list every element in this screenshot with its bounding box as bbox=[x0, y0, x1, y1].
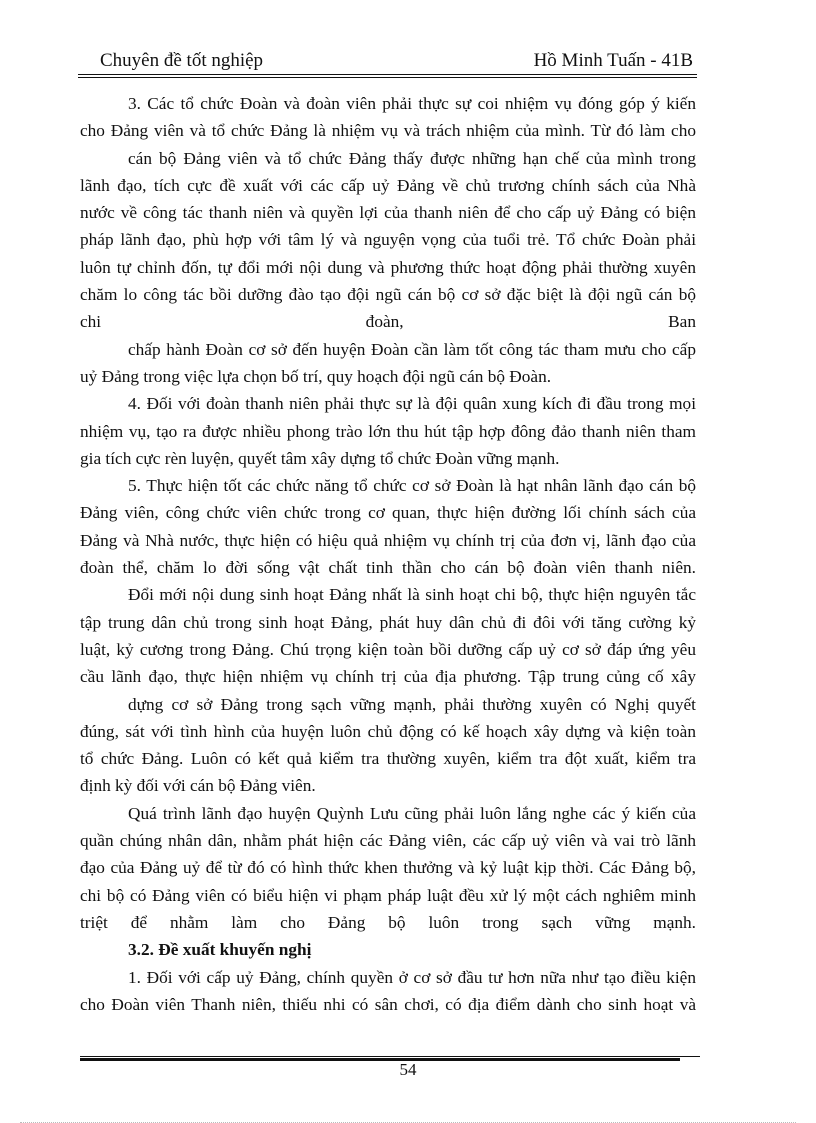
text-line: luôn tự chỉnh đốn, tự đổi mới nội dung và phương thức hoạt động phải thường xuyên bbox=[80, 257, 696, 277]
header-author: Hồ Minh Tuấn - 41B bbox=[533, 50, 693, 71]
text-line: quần chúng nhân dân, nhằm phát hiện các Đảng viên, các cấp uỷ viên và vai trò lãnh bbox=[80, 831, 696, 851]
text-line: Đảng và Nhà nước, thực hiện có hiệu quả nhiệm vụ chính trị của đơn vị, lãnh đạo của bbox=[80, 530, 696, 550]
text-line: chấp hành Đoàn cơ sở đến huyện Đoàn cần làm tốt công tác tham mưu cho cấp bbox=[128, 339, 696, 359]
text-line: nhiệm vụ, tạo ra được nhiều phong trào lớn thu hút tập hợp đông đảo thanh niên tham bbox=[80, 421, 696, 441]
text-line: đoàn thể, chăm lo đời sống vật chất tinh thần cho cán bộ đoàn viên thanh niên. bbox=[80, 558, 696, 578]
text-line: dựng cơ sở Đảng trong sạch vững mạnh, phải thường xuyên có Nghị quyết bbox=[128, 694, 696, 714]
section-heading: 3.2. Đề xuất khuyến nghị bbox=[128, 940, 312, 960]
text-line: gia tích cực rèn luyện, quyết tâm xây dựng tổ chức Đoàn vững mạnh. bbox=[80, 448, 560, 468]
page-header bbox=[80, 50, 697, 76]
page-number: 54 bbox=[399, 1060, 417, 1079]
text-line: luật, kỷ cương trong Đảng. Chú trọng kiện toàn bồi dưỡng cấp uỷ cơ sở đáp ứng yêu bbox=[80, 639, 696, 659]
text-line: chi bộ có Đảng viên có biểu hiện vi phạm pháp luật đều xử lý một cách nghiêm minh bbox=[80, 885, 696, 905]
text-line: triệt để nhằm làm cho Đảng bộ luôn trong sạch vững mạnh. bbox=[80, 912, 696, 932]
text-line: cán bộ Đảng viên và tổ chức Đảng thấy được những hạn chế của mình trong bbox=[128, 148, 696, 168]
text-line: 5. Thực hiện tốt các chức năng tổ chức cơ sở Đoàn là hạt nhân lãnh đạo cán bộ bbox=[128, 476, 696, 496]
text-line: 4. Đối với đoàn thanh niên phải thực sự là đội quân xung kích đi đầu trong mọi bbox=[128, 394, 696, 414]
text-line: tổ chức Đảng. Luôn có kết quả kiểm tra thường xuyên, kiểm tra đột xuất, kiểm tra bbox=[80, 749, 696, 769]
text-line: cho Đoàn viên Thanh niên, thiếu nhi có sân chơi, có địa điểm dành cho sinh hoạt và bbox=[80, 994, 696, 1014]
footer-rule bbox=[80, 1056, 700, 1057]
text-line: 3. Các tổ chức Đoàn và đoàn viên phải thực sự coi nhiệm vụ đóng góp ý kiến bbox=[128, 94, 696, 113]
text-line: cho Đảng viên và tổ chức Đảng là nhiệm vụ và trách nhiệm của mình. Từ đó làm cho bbox=[80, 121, 696, 141]
text-line: cầu lãnh đạo, thực hiện nhiệm vụ chính trị của địa phương. Tập trung củng cố xây bbox=[80, 667, 696, 687]
text-line: đạo của Đảng uỷ để từ đó có hình thức khen thưởng và kỷ luật kịp thời. Các Đảng bộ, bbox=[80, 858, 696, 878]
header-rule bbox=[78, 74, 697, 75]
text-line: định kỳ đối với cán bộ Đảng viên. bbox=[80, 776, 316, 796]
text-line: chăm lo công tác bồi dưỡng đào tạo đội ngũ cán bộ cơ sở đặc biệt là đội ngũ cán bộ bbox=[80, 285, 696, 305]
text-line: 1. Đối với cấp uỷ Đảng, chính quyền ở cơ sở đầu tư hơn nữa như tạo điều kiện bbox=[128, 967, 696, 987]
text-line: tập trung dân chủ trong sinh hoạt Đảng, phát huy dân chủ đi đôi với tăng cường kỷ bbox=[80, 612, 696, 632]
text-line: chi đoàn, Ban bbox=[80, 312, 696, 332]
text-line: Đảng viên, công chức viên chức trong cơ quan, thực hiện đường lối chính sách của bbox=[80, 503, 696, 523]
header-rule-2 bbox=[78, 77, 697, 78]
document-body bbox=[80, 90, 696, 1018]
text-line: đúng, sát với tình hình của huyện luôn chủ động có kế hoạch xây dựng và kiện toàn bbox=[80, 721, 696, 741]
text-line: uỷ Đảng trong việc lựa chọn bố trí, quy hoạch đội ngũ cán bộ Đoàn. bbox=[80, 366, 552, 386]
header-title: Chuyên đề tốt nghiệp bbox=[100, 50, 264, 71]
text-line: nước về công tác thanh niên và quyền lợi của thanh niên để cho cấp uỷ Đảng có biện bbox=[80, 203, 696, 223]
text-line: pháp lãnh đạo, phù hợp với tâm lý và nguyện vọng của tuổi trẻ. Tổ chức Đoàn phải bbox=[80, 230, 696, 250]
text-line: Đổi mới nội dung sinh hoạt Đảng nhất là sinh hoạt chi bộ, thực hiện nguyên tắc bbox=[128, 585, 696, 605]
text-line: lãnh đạo, tích cực đề xuất với các cấp uỷ Đảng về chủ trương chính sách của Nhà bbox=[80, 175, 696, 195]
text-line: Quá trình lãnh đạo huyện Quỳnh Lưu cũng phải luôn lắng nghe các ý kiến của bbox=[128, 803, 696, 823]
